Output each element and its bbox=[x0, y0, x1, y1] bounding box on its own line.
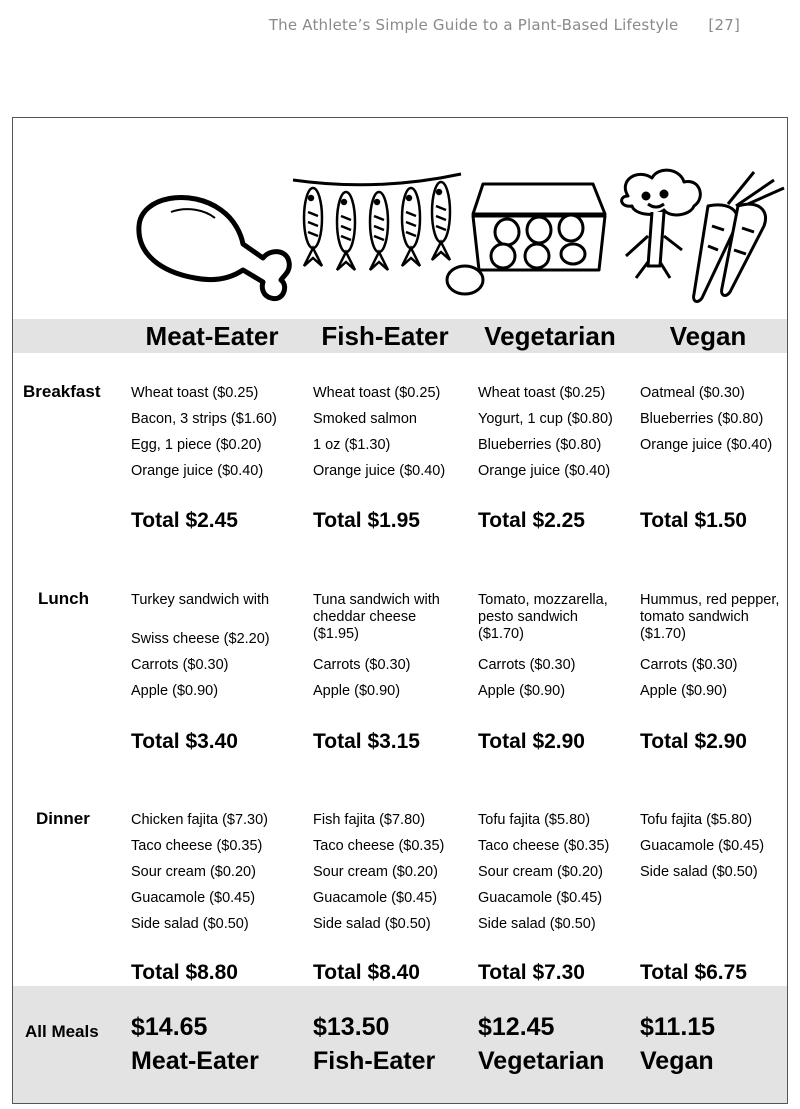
grand-total-amount: $11.15 bbox=[640, 1013, 716, 1041]
list-item: Side salad ($0.50) bbox=[313, 916, 431, 932]
illustration-row bbox=[13, 166, 789, 306]
list-item: Tofu fajita ($5.80) bbox=[640, 812, 753, 828]
meal-total: Total $6.75 bbox=[640, 961, 747, 984]
grand-total-amount: $12.45 bbox=[478, 1013, 555, 1041]
grand-total-meat-eater bbox=[131, 1010, 259, 1078]
list-item: Guacamole ($0.45) bbox=[131, 890, 256, 906]
list-item: Orange juice ($0.40) bbox=[640, 437, 773, 453]
list-item: Side salad ($0.50) bbox=[640, 864, 758, 880]
row-label-breakfast: Breakfast bbox=[23, 382, 101, 401]
list-item: Tofu fajita ($5.80) bbox=[478, 812, 591, 828]
column-header-vegan: Vegan bbox=[669, 321, 747, 351]
list-item: Tomato, mozzarella, pesto sandwich ($1.70) bbox=[478, 592, 608, 642]
book-title: The Athlete’s Simple Guide to a Plant-Based Lifestyle bbox=[268, 16, 679, 34]
grand-total-diet: Meat-Eater bbox=[131, 1047, 259, 1075]
grand-total-fish-eater bbox=[313, 1010, 435, 1078]
grand-total-vegetarian bbox=[478, 1010, 604, 1078]
list-item: Sour cream ($0.20) bbox=[313, 864, 438, 880]
list-item: Carrots ($0.30) bbox=[313, 657, 411, 673]
list-item: Carrots ($0.30) bbox=[640, 657, 738, 673]
meal-total: Total $8.80 bbox=[131, 961, 238, 984]
list-item: Apple ($0.90) bbox=[640, 683, 728, 699]
meal-total: Total $8.40 bbox=[313, 961, 420, 984]
list-item: Orange juice ($0.40) bbox=[478, 463, 611, 479]
diet-cost-table bbox=[12, 117, 788, 1104]
grand-total-amount: $14.65 bbox=[131, 1013, 208, 1041]
list-item: Apple ($0.90) bbox=[478, 683, 566, 699]
list-item: Wheat toast ($0.25) bbox=[131, 385, 259, 401]
running-head bbox=[0, 16, 740, 34]
list-item: Turkey sandwich with bbox=[131, 592, 270, 608]
list-item: Orange juice ($0.40) bbox=[313, 463, 446, 479]
list-item: Oatmeal ($0.30) bbox=[640, 385, 745, 401]
list-item: Sour cream ($0.20) bbox=[478, 864, 603, 880]
list-item: Taco cheese ($0.35) bbox=[478, 838, 610, 854]
meal-total: Total $2.45 bbox=[131, 509, 238, 532]
meal-total: Total $1.50 bbox=[640, 509, 747, 532]
meal-total: Total $7.30 bbox=[478, 961, 585, 984]
meal-total: Total $3.15 bbox=[313, 730, 420, 753]
meal-total: Total $2.25 bbox=[478, 509, 585, 532]
column-header-band bbox=[13, 319, 787, 353]
list-item: Taco cheese ($0.35) bbox=[313, 838, 445, 854]
list-item: Smoked salmon bbox=[313, 411, 417, 427]
meal-total: Total $3.40 bbox=[131, 730, 238, 753]
list-item: Fish fajita ($7.80) bbox=[313, 812, 426, 828]
list-item: Egg, 1 piece ($0.20) bbox=[131, 437, 262, 453]
list-item: Chicken fajita ($7.30) bbox=[131, 812, 269, 828]
list-item: Apple ($0.90) bbox=[131, 683, 219, 699]
broccoli-carrot-icon bbox=[608, 166, 786, 306]
row-label-dinner: Dinner bbox=[36, 809, 90, 828]
grand-total-diet: Fish-Eater bbox=[313, 1047, 436, 1075]
list-item: Side salad ($0.50) bbox=[131, 916, 249, 932]
grand-total-vegan bbox=[640, 1010, 715, 1078]
list-item: Yogurt, 1 cup ($0.80) bbox=[478, 411, 613, 427]
grand-total-diet: Vegan bbox=[640, 1047, 714, 1075]
list-item: Blueberries ($0.80) bbox=[478, 437, 602, 453]
column-header-meat-eater: Meat-Eater bbox=[145, 321, 279, 351]
hanging-fish-icon bbox=[291, 166, 463, 306]
row-label-lunch: Lunch bbox=[38, 589, 89, 608]
meal-total: Total $1.95 bbox=[313, 509, 420, 532]
list-item: Wheat toast ($0.25) bbox=[313, 385, 441, 401]
list-item: Apple ($0.90) bbox=[313, 683, 401, 699]
list-item: Orange juice ($0.40) bbox=[131, 463, 264, 479]
list-item: Tuna sandwich with cheddar cheese ($1.95) bbox=[313, 592, 440, 642]
list-item: Taco cheese ($0.35) bbox=[131, 838, 263, 854]
meal-total: Total $2.90 bbox=[478, 730, 585, 753]
list-item: Guacamole ($0.45) bbox=[313, 890, 438, 906]
list-item: 1 oz ($1.30) bbox=[313, 437, 391, 453]
list-item: Swiss cheese ($2.20) bbox=[131, 631, 270, 647]
chicken-drumstick-icon bbox=[131, 188, 301, 308]
all-meals-band bbox=[13, 986, 787, 1103]
egg-carton-icon bbox=[443, 174, 613, 304]
page-number: [27] bbox=[708, 16, 740, 34]
meal-total: Total $2.90 bbox=[640, 730, 747, 753]
row-label-all-meals: All Meals bbox=[25, 1022, 99, 1041]
list-item: Guacamole ($0.45) bbox=[640, 838, 765, 854]
list-item: Bacon, 3 strips ($1.60) bbox=[131, 411, 277, 427]
list-item: Hummus, red pepper, tomato sandwich ($1.70) bbox=[640, 592, 780, 642]
list-item: Blueberries ($0.80) bbox=[640, 411, 764, 427]
column-header-vegetarian: Vegetarian bbox=[484, 321, 616, 351]
list-item: Guacamole ($0.45) bbox=[478, 890, 603, 906]
column-header-fish-eater: Fish-Eater bbox=[321, 321, 449, 351]
list-item: Carrots ($0.30) bbox=[131, 657, 229, 673]
list-item: Carrots ($0.30) bbox=[478, 657, 576, 673]
list-item: Sour cream ($0.20) bbox=[131, 864, 256, 880]
list-item: Wheat toast ($0.25) bbox=[478, 385, 606, 401]
grand-total-diet: Vegetarian bbox=[478, 1047, 605, 1075]
grand-total-amount: $13.50 bbox=[313, 1013, 390, 1041]
list-item: Side salad ($0.50) bbox=[478, 916, 596, 932]
